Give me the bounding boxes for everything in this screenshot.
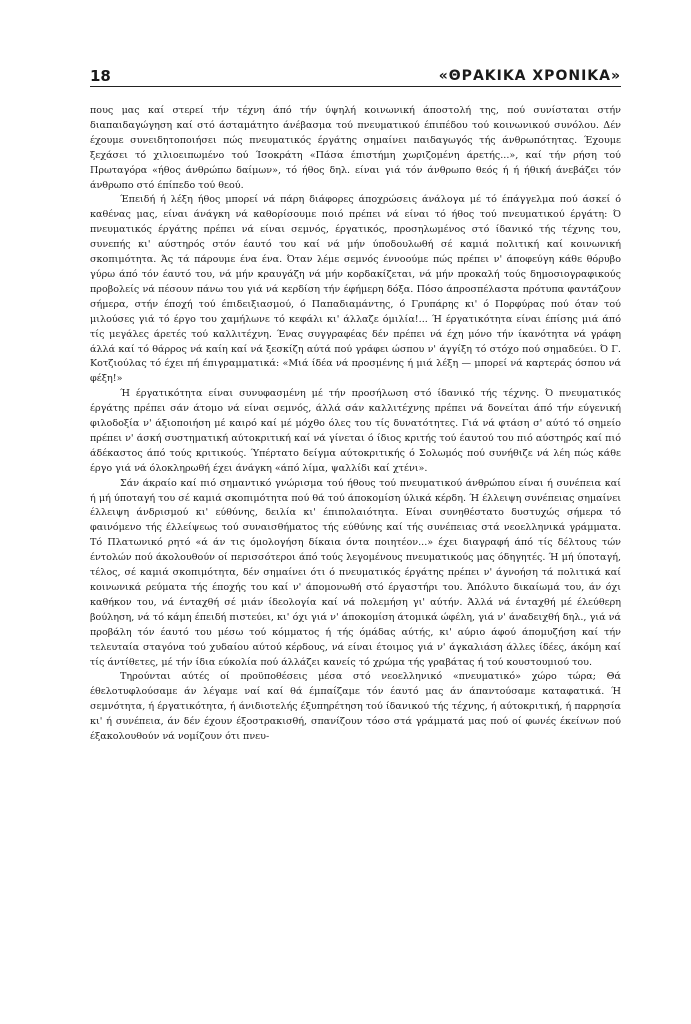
page-header: [90, 64, 621, 87]
paragraph: Έπειδή ή λέξη ήθος μπορεί νά πάρη διάφορες άποχρώσεις άνάλογα μέ τό έπάγγελμα πού άσκεί ό καθένας μας, είναι άνάγκη νά καθορίσουμε ποιό πρέπει νά είναι τό ήθος τού πνευματικού έργάτη: Ό πνευματικός έργάτης πρέπει νά είναι σεμνός, έργατικός, προσηλωμένος στό ίδανικό τής τέχνης του, συνεπής κι' αύστηρός στόν έαυτό του καί νά μήν ύποδουλωθή σέ καμιά πολιτική καί κοινωνική σκοπιμότητα. Άς τά πάρουμε ένα ένα. Όταν λέμε σεμνός έννοούμε πώς πρέπει ν' άποφεύγη κάθε θόρυβο γύρω άπό τόν έαυτό του, νά μήν κραυγάζη νά μήν κορδακίζεται, νά μήν προκαλή τούς δημοσιογραφικούς προβολείς νά πέσουν πάνω του γιά νά κερδίση τήν έφήμερη δόξα. Πόσο άπροσπέλαστα πρότυπα φαντάζουν σήμερα, στήν έποχή τού έπιδειξιασμού, ό Παπαδιαμάντης, ό Γρυπάρης κι' ό Πορφύρας πού όταν τού μιλούσες γιά τό έργο του χαμήλωνε τό κεφάλι κι' άλλαζε όμιλία!... Ή έργατικότητα είναι έπίσης μιά άπό τίς μεγάλες άρετές τού καλλιτέχνη. Ένας συγγραφέας δέν πρέπει νά έχη μόνο τήν ίκανότητα νά γράφη άλλά καί τό θάρρος νά καίη καί νά ξεσκίζη αύτά πού γράφει ώσπου ν' άγγίξη τό στόχο πού σημαδεύει. Ό Γ. Κοτζιούλας τό έχει πή έπιγραμματικά: «Μιά ίδέα νά προσμένης ή μιά λέξη — μπορεί νά καρτεράς όσπου νά φέξη!»: [90, 194, 621, 385]
article-body: [90, 104, 621, 745]
page-number: 18: [90, 67, 111, 85]
paragraph: Σάν άκραίο καί πιό σημαντικό γνώρισμα τού ήθους τού πνευματικού άνθρώπου είναι ή συνέπεια καί ή μή ύποταγή του σέ καμιά σκοπιμότητα πού θά τού άποκομίση ύλικά κέρδη. Ή έλλειψη συνέπειας σημαίνει έλλειψη άνδρισμού κι' εύθύνης, δειλία κι' έπιπολαιότητα. Είναι συνηθέστατο δυστυχώς σήμερα τό φαινόμενο τής έλλείψεως τού συναισθήματος τής εύθύνης καί τής συνέπειας στά νεοελληνικά γράμματα. Τό Πλατωνικό ρητό «ά άν τις όμολογήση δίκαια όντα ποιητέον...» έχει διαγραφή άπό τίς δέλτους τών έντολών πού άκολουθούν οί περισσότεροι άπό τούς λεγομένους πνευματικούς μας όδηγητές. Ή μή ύποταγή, τέλος, σέ καμιά σκοπιμότητα, δέν σημαίνει ότι ό πνευματικός έργάτης πρέπει ν' άγνοήση τά πολιτικά καί κοινωνικά ρεύματα τής έποχής του καί ν' άπομονωθή στό έργαστήρι του. Άπόλυτο δικαίωμά του, άν όχι καθήκον του, νά ένταχθή σέ μιάν ίδεολογία καί νά πολεμήση γι' αύτήν. Άλλά νά ένταχθή μέ έλεύθερη βούληση, νά τό κάμη έπειδή πιστεύει, κι' όχι γιά ν' άποκομίση άτομικά ώφέλη, γιά ν' άναδειχθή δηλ., γιά νά προβάλη τόν έαυτό του μέσω τού κόμματος ή τής όμάδας αύτής, κι' αύριο άφού άπομυζήση καί τήν τελευταία σταγόνα τού χυδαίου αύτού κέρδους, νά είναι έτοιμος γιά ν' άγκαλιάση άλλες ίδέες, άκόμη καί τίς άντίθετες, μέ τήν ίδια εύκολία πού άλλάζει κανείς τό χρώμα τής γραβάτας ή τού κουστουμιού του.: [90, 477, 621, 668]
running-title: «ΘΡΑΚΙΚΑ ΧΡΟΝΙΚΑ»: [438, 68, 621, 84]
paragraph: Ή έργατικότητα είναι συνυφασμένη μέ τήν προσήλωση στό ίδανικό τής τέχνης. Ό πνευματικός έργάτης πρέπει σάν άτομο νά είναι σεμνός, άλλά σάν καλλιτέχνης πρέπει νά δονείται άπό τήν εύγενική φιλοδοξία ν' άξιοποιήση μέ καιρό καί μέ μόχθο όλες του τίς δυνατότητες. Γιά νά φτάση σ' αύτό τό σημείο πρέπει ν' άσκή συστηματική αύτοκριτική καί νά γίνεται ό ίδιος κριτής τού έαυτού του πιό αύστηρός καί πιό άδέκαστος άπό τούς κριτικούς. Ύπέρτατο δείγμα αύτοκριτικής ό Σολωμός πού συνήθιζε νά λέη πώς κάθε έργο γιά νά όλοκληρωθή έχει άνάγκη «άπό λίμα, ψαλλίδι καί χτένι».: [90, 388, 621, 474]
paragraph: Τηρούνται αύτές οί προϋποθέσεις μέσα στό νεοελληνικό «πνευματικό» χώρο τώρα; Θά έθελοτυφλούσαμε άν λέγαμε ναί καί θά έμπαίζαμε τόν έαυτό μας άν άπαντούσαμε καταφατικά. Ή σεμνότητα, ή έργατικότητα, ή άνιδιοτελής έξυπηρέτηση τού ίδανικού τής τέχνης, ή αύτοκριτική, ή παρρησία κι' ή συνέπεια, άν δέν έχουν έξοστρακισθή, σπανίζουν τόσο στά γράμματά μας πού οί φωνές έκείνων πού έξακολουθούν νά νομίζουν ότι πνευ-: [90, 671, 621, 743]
paragraph: πους μας καί στερεί τήν τέχνη άπό τήν ύψηλή κοινωνική άποστολή της, πού συνίσταται στήν διαπαιδαγώγηση καί στό άσταμάτητο άνέβασμα τού πνευματικού έπιπέδου τού κοινωνικού συνόλου. Δέν έχουμε συνειδητοποιήσει πώς πνευματικός έργάτης σημαίνει παιδαγωγός τής άνθρωπότητας. Έχουμε ξεχάσει τό χιλιοειπωμένο τού Ίσοκράτη «Πάσα έπιστήμη χωριζομένη άρετής...», καί τήν ρήση τού Πρωταγόρα «ήθος άνθρώπω δαίμων», τό ήθος δηλ. είναι γιά τόν άνθρωπο θεός ή ή ήθική άνεβάζει τόν άνθρωπο στό έπίπεδο τού θεού.: [90, 105, 621, 191]
